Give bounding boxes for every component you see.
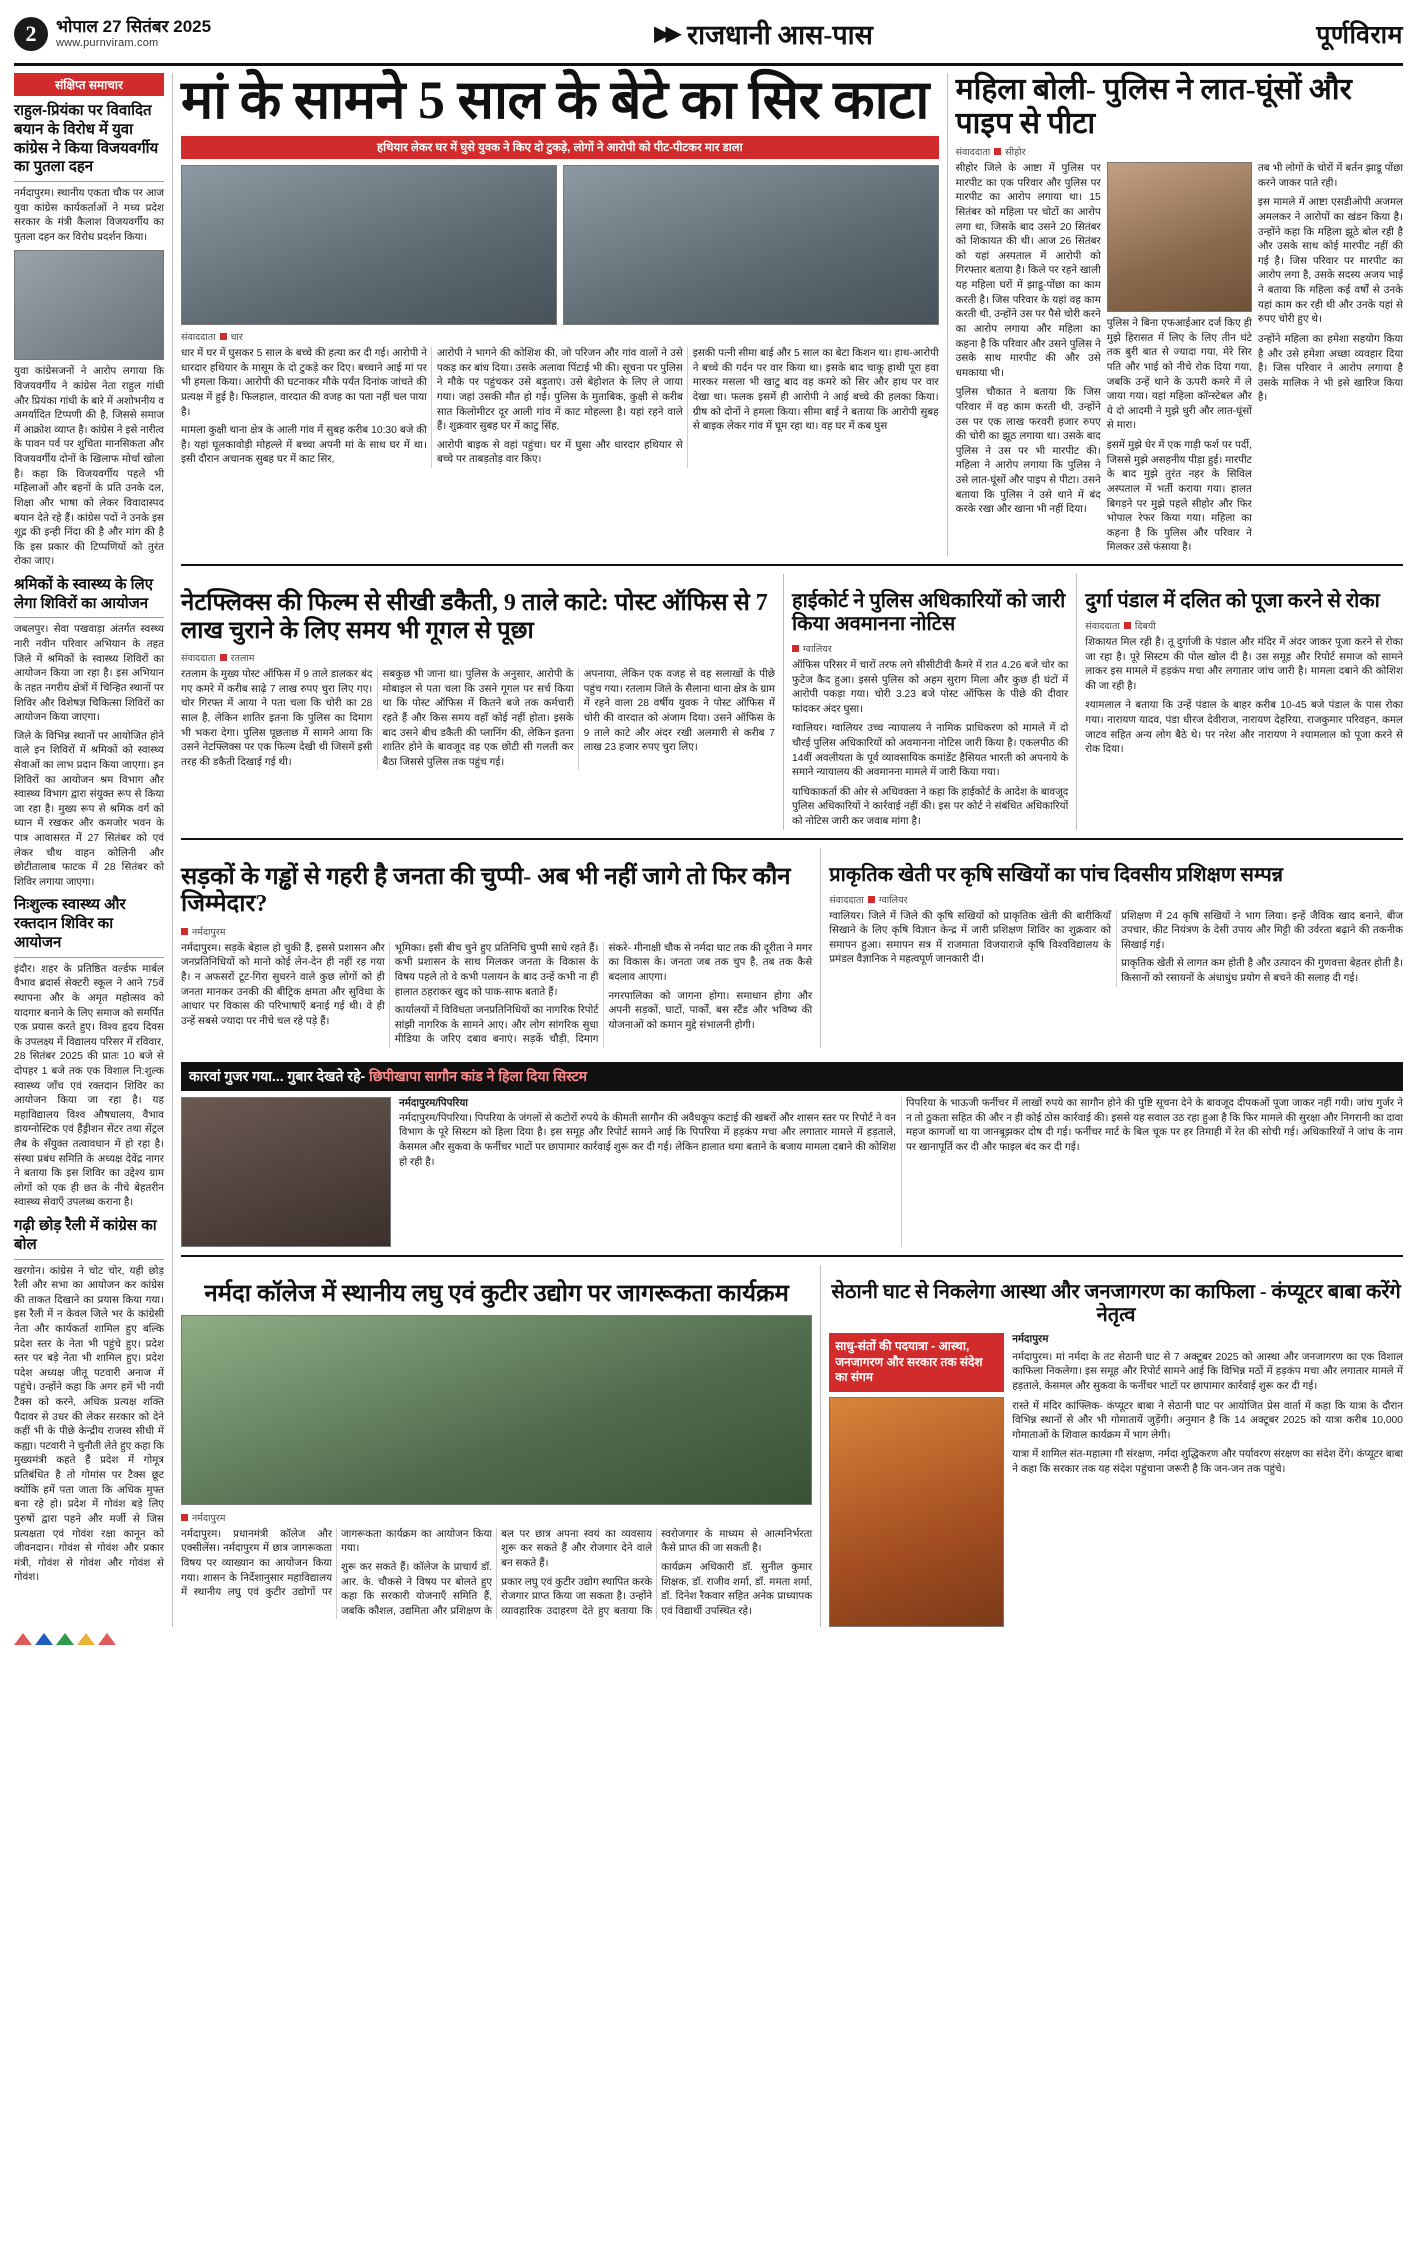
brief-body: खरगोन। कांग्रेस ने चोट चोर, यही छोड़ रैली और सभा का आयोजन कर कांग्रेस की ताकत दिखाने का प्रयास किया गया। इस रैली में न केवल जिले भर के कांग्रेसी नेता और कार्यकर्ता शामिल हुए बल्कि प्रदेश स्तर के नेता भी पहुंचे हुए। प्रदेश स्तर पर बड़े नेता भी शामिल हुए। प्रदेश पदेश अध्यक्ष जीतू पटवारी अनाज में पहुंचे। उन्होंने कहा कि अगर हमें भी नयी टैक्स को करने, अधिक प्रत्यक्ष शक्ति पैदावर से उधर की लेकर सरकार को देने कहीं भी के पीछे केन्द्रीय राजस्व सीधी में कह्या। पटवारी ने चुनौती लेते हुए कहा कि मुख्यमंत्री कहते हैं प्रदेश में गोमूत्र प्रतिबंधित है तो गोमांस पर टैक्स छूट क्योंकि हमें पता जाता कि अधिक मुफ्त बना रहे हो। प्रदेश में गोवंश बड़े लिए पुरुषों द्वारा पहने और मर्जी से जिस प्रत्यक्षता एवं गोवंश रक्षा कानून को जीवनदान। गोवंश से गोवंश और प्रकार मंत्री, गोवंश से गोवंश और गोवंश से गोवंश। [14, 1265, 164, 1584]
byline-place: रतलाम [230, 653, 255, 665]
roads-col-1: नर्मदापुरम। सड़कें बेहाल हो चुकी हैं, इससे प्रशासन और जनप्रतिनिधियों को मानो कोई लेन-देन ही नहीं रह गया है। न अफसरों टूट-गिरा सुधरने वाले कुछ लोगों को ही जनता मानकर उनकी की बीट्रिक क्षमता और सुविधा के आधार पर विकास की परिभाषाएँ बनाई गई थी। वे ही उन्हें सबसे ज्यादा पर नीचे चल रहे पड़े हैं। [181, 942, 385, 1027]
police-vehicle-photo [563, 165, 939, 325]
netflix-col-2: सबकुछ भी जाना था। पुलिस के अनुसार, आरोपी के मोबाइल से पता चला कि उसने गूगल पर सर्च किया था कि पोस्ट ऑफिस में कितने बजे तक कर्मचारी रहते हैं और किस समय वहाँ कोई नहीं होता। इसके बाद उसने बीच डकैती की प्लानिंग की, लेकिन इतना शातिर होने के बावजूद वह एक छोटी सी गलती कर बैठा जिससे पुलिस तक पहुंच गई। [382, 669, 574, 768]
durga-headline: दुर्गा पंडाल में दलित को पूजा करने से रोका [1085, 589, 1380, 612]
band-left: कारवां गुजर गया... [189, 1068, 284, 1085]
brief-headline: निःशुल्क स्वास्थ्य और रक्तदान शिविर का आयोजन [14, 896, 164, 957]
netflix-byline [181, 651, 775, 664]
lead-story [181, 70, 939, 556]
brief-headline: राहुल-प्रियंका पर विवादित बयान के विरोध में युवा कांग्रेस ने किया विजयवर्गीय का पुतला दहन [14, 102, 164, 182]
byline-place: सीहोर [1005, 147, 1026, 159]
byline-place: नर्मदापुरम [192, 926, 226, 938]
top-stories [181, 70, 1403, 556]
byline-place: नर्मदापुरम [192, 1512, 226, 1524]
vertical-divider [820, 848, 821, 1048]
lead-col-5: इसकी पत्नी सीमा बाई और 5 साल का बेटा किशन था। हाथ-आरोपी ने बच्चे की गर्दन पर वार किया था। इसके बाद चाकू हाथी पूरा हवा मारकर मसला भी खाटु बाद वह कमरे को सिर और हाथ पर वार देखा था। फलक इसमें ही आरोपी ने आई बच्चे की हलका किया। ग्रीष को दोनों ने हमला किया। सीमा बाई ने बताया कि आरोपी सुबह से बाइक लेकर गांव में घूम रहा था। वह घर में कब घुस [692, 348, 939, 433]
masthead [14, 10, 1403, 66]
byline-place: ग्वालियर [878, 894, 908, 906]
sethani-red-caption: साधु-संतों की पदयात्रा - आस्था, जनजागरण और सरकार तक संदेश का संगम [829, 1333, 1004, 1392]
netflix-col-1: रतलाम के मुख्य पोस्ट ऑफिस में 9 ताले डालकर बंद गए कमरे में करीब साढ़े 7 लाख रुपए चुरा लिए गए। चोर गिरफ्त में आया ने पता चला कि चोरी का 28 साल है, लेकिन शातिर इतना कि पुलिस का दिमाग भी भकरा देगा। पुलिस पूछताछ में सामने आया कि उसने नेटफ्लिक्स पर एक फिल्म देखी थी जिसमें इसी तरह की डकैती दिखाई गई थी। [181, 669, 373, 768]
bullet-square-icon [868, 896, 875, 903]
brief-news-label: संक्षिप्त समाचार [14, 73, 164, 96]
byline-place: धार [230, 332, 243, 344]
bullet-square-icon [220, 654, 227, 661]
saints-procession-photo [829, 1397, 1004, 1627]
side-col-3: पुलिस ने बिना एफआईआर दर्ज किए ही मुझे हिरासत में लिए के लिए तीन घंटे तक बुरी बात से ज्यादा गया, मेरे सिर पति और भाई को नीचे रोक दिया गया, जबकि उन्हें थाने के ऊपरी कमरे में ले जाया गया। यहां महिला कॉन्स्टेबल और ये दो आदमी ने मुझे धुरी और लात-घूंसों से मारा। [1106, 318, 1252, 432]
brief-body-2: युवा कांग्रेसजनों ने आरोप लगाया कि विजयवर्गीय ने कांग्रेस नेता राहुल गांधी और प्रियंका गांधी के बारे में अशोभनीय व अमर्यादित टिप्पणी की है, जिससे समाज में आक्रोश व्याप्त है। कांग्रेस ने इसे नारीत्व के पावन पर्व पर शुचिता मानसिकता और विजयवर्गीय दोनों के खिलाफ मोर्चा खोला है। कहा कि विजयवर्गीय पहले भी महिलाओं और बहनों के प्रति उनके दल, शिक्षा और भाषा को लेकर विवादास्पद बयान देते रहे हैं। कांग्रेस पदों ने उनके इस शूद्र की इन्ही निंदा की है और मांग की है कि इस प्रकार की टिप्पणियों को तुरंत रोका जाए। [14, 366, 164, 568]
story-krishi [829, 848, 1403, 1048]
date-line: भोपाल 27 सितंबर 2025 [56, 17, 212, 37]
byline-text: संवाददाता [955, 147, 991, 159]
college-byline [181, 1511, 812, 1524]
vertical-divider [820, 1265, 821, 1627]
byline-place: ग्वालियर [803, 643, 832, 655]
sethani-col-3: यात्रा में शामिल संत-महात्मा गौ संरक्षण, नर्मदा शुद्धिकरण और पर्यावरण संरक्षण का संदेश देंगे। कंप्यूटर बाबा ने कहा कि सरकार तक यह संदेश पहुंचाना जरूरी है कि जन-जन तक पहुंचे। [1012, 1449, 1403, 1475]
durga-col-1: शिकायत मिल रही है। तू दुर्गाजी के पंडाल और मंदिर में अंदर जाकर पूजा करने से रोका जा रहा है। पूरे सिस्टम की पोल खोल दी है। उस समूह और रिपोर्ट समाज को सामने लाकर इस मामले में हड़कंप मचा और लगातार जांच जारी है। मामला दबाने की कोशिश की जा रही है। [1085, 636, 1403, 692]
vertical-divider [172, 73, 173, 1627]
college-col-1: नर्मदापुरम। प्रधानमंत्री कॉलेज और एक्सीलेंस। नर्मदापुरम में छात्र जागरूकता विषय पर व्याख्यान का आयोजन किया गया। शासन के निर्देशानुसार महाविद्यालय में स्थानीय लघु एवं कुटीर उद्योगों पर जागरूकता कार्यक्रम का आयोजन किया गया। [181, 1528, 493, 1599]
durga-byline [1085, 619, 1403, 632]
sethani-col-2: रास्ते में मंदिर कांफ्लिक- कंप्यूटर बाबा ने सेठानी घाट पर आयोजित प्रेस वार्ता में कहा कि यात्रा के दौरान विभिन्न स्थानों से और भी गोमातायें जुड़ेंगी। अनुमान है कि 14 अक्टूबर 2025 को यात्रा करीब 10,000 गोमाताओं के शिवाल कार्यक्रम में भाग लेगी। [1012, 1400, 1403, 1441]
side-byline [956, 145, 1403, 158]
row-four [181, 1265, 1403, 1627]
lead-col-2: मामला कुक्षी थाना क्षेत्र के आली गांव में सुबह करीब 10:30 बजे की है। यहां घूलकावोड़ी मोहल्ले में बच्चा अपनी मां के साथ घर में था। इसी दौरान अचानक सुबह घर में काट सिर, [181, 425, 427, 466]
side-col-4: इसमें मुझे घेर में एक गाड़ी फर्श पर पर्दी, जिससे मुझे असहनीय पीड़ा हुई। मारपीट के बाद मुझे तुरंत नहर के सिविल अस्पताल में भर्ती कराया गया। हालत बिगड़ने पर मुझे पहले सीहोर और फिर भोपाल रेफर किया गया। महिला का कहना है कि पुलिस और परिवार ने मिलकर उसे फंसाया है। [1106, 440, 1252, 554]
sethani-col-1: नर्मदापुरम। मां नर्मदा के तट सेठानी घाट से 7 अक्टूबर 2025 को आस्था और जनजागरण का एक विशाल काफिला निकलेगा। इस समूह और रिपोर्ट सामने आई कि विभिन्न मठों में हड़कंप मचा और लगातार मामले में हड़ताले, केसमल और सुकवा के फर्नीचर भाटों पर छापामार कार्रवाई शुरू कर दी गई। [1012, 1351, 1403, 1392]
protest-photo [14, 250, 164, 360]
college-col-3: प्रकार लघु एवं कुटीर उद्योग स्थापित करके रोजगार प्राप्त किया जा सकता है। उन्होंने व्यावहारिक उदाहरण देते हुए बताया कि स्वरोजगार के माध्यम से आत्मनिर्भरता कैसे प्राप्त की जा सकती है। [501, 1528, 813, 1617]
triangle-marker-icon [77, 1633, 95, 1645]
forest-teak-photo [181, 1097, 391, 1247]
lead-headline: मां के सामने 5 साल के बेटे का सिर काटा [181, 70, 929, 130]
sethani-headline: सेठानी घाट से निकलेगा आस्था और जनजागरण का काफिला - कंप्यूटर बाबा करेंगे नेतृत्व [831, 1281, 1401, 1327]
highcourt-lead-col: ऑफिस परिसर में चारों तरफ लगे सीसीटीवी कैमरे में रात 4.26 बजे चोर का फुटेज कैद हुआ। इससे पुलिस को अहम सुराग मिला और कुछ ही घंटों में आरोपी पकड़ा गया। चोरी 3.23 बजे पोस्ट ऑफिस के पीछे की दीवार फांदकर अंदर घुसा। [792, 659, 1069, 715]
college-col-4: कार्यक्रम अधिकारी डॉ. सुनील कुमार शिक्षक, डॉ. राजीव शर्मा, डॉ. ममता शर्मा, डॉ. दिनेश रैकवार सहित अनेक प्राध्यापक एवं विद्यार्थी उपस्थित रहे। [661, 1561, 813, 1617]
roads-col-4: नगरपालिका को जागना होगा। समाधान होगा और अपनी सड़कों, घाटों, पार्कों, बस स्टैंड और भविष्य की योजनाओं को कमान मुद्दे संभालनी होगी। [608, 990, 813, 1031]
story-sethani [829, 1265, 1403, 1627]
highcourt-col-1: ग्वालियर। ग्वालियर उच्च न्यायालय ने नामिक प्राधिकरण को मामले में दो चौरई पुलिस अधिकारियों को अवमानना नोटिस जारी किया है। एकलपीठ की 14वीं अवलीयता के पूर्व व्यावसायिक कमांडेंट हैसियत भारती को अपनाये के समाने न्यायालय की अवमानना मामले में जारी किया गया। [792, 723, 1069, 779]
byline-text: संवाददाता [829, 894, 864, 906]
byline-text: संवाददाता [1085, 620, 1120, 632]
story-durga [1085, 574, 1403, 830]
byline-text: संवाददाता [181, 332, 216, 344]
row-two [181, 574, 1403, 830]
bullet-square-icon [181, 1514, 188, 1521]
lead-byline [181, 330, 939, 343]
brief-item [14, 576, 164, 890]
sethani-byline: नर्मदापुरम [1012, 1334, 1049, 1346]
bullet-square-icon [994, 148, 1001, 155]
story-netflix [181, 574, 775, 830]
footer-markers [14, 1633, 1403, 1645]
bullet-square-icon [1124, 622, 1131, 629]
sagaun-band [181, 1062, 1403, 1091]
byline-text: संवाददाता [181, 653, 216, 665]
bullet-square-icon [220, 333, 227, 340]
triangle-marker-icon [14, 1633, 32, 1645]
vertical-divider [783, 574, 784, 830]
durga-col-2: श्यामलाल ने बताया कि उन्हें पंडाल के बाहर करीब 10-45 बजे पंडाल के पास रोका गया। नारायण यादव, पंडा धीरज देवीराज, नारायण देहरिया, राजकुमार परिवहन, कमल जाटव सहित अन्य लोग बैठे थे। पर नरेश और नारायण ने श्यामलाल को पूजा करने से रोक दिया। [1085, 700, 1403, 756]
main-column [181, 70, 1403, 1627]
highcourt-col-2: याचिकाकर्ता की ओर से अधिवक्ता ने कहा कि हाईकोर्ट के आदेश के बावजूद पुलिस अधिकारियों ने कार्रवाई नहीं की। इस पर कोर्ट ने संबंधित अधिकारियों को नोटिस जारी कर जवाब मांगा है। [792, 786, 1069, 828]
side-story [947, 73, 1403, 556]
vertical-divider [1076, 574, 1077, 830]
seminar-stage-photo [181, 1315, 812, 1505]
brief-headline: श्रमिकों के स्वास्थ्य के लिए लेगा शिविरों का आयोजन [14, 576, 164, 619]
page-body [14, 70, 1403, 1627]
story-roads [181, 848, 812, 1048]
triangle-marker-icon [98, 1633, 116, 1645]
crowd-photo [181, 165, 557, 325]
brief-body: नर्मदापुरम। स्थानीय एकता चौक पर आज युवा कांग्रेस कार्यकर्ताओं ने मध्य प्रदेश सरकार के मंत्री कैलाश विजयवर्गीय का पुतला दहन कर विरोध प्रदर्शन किया। [14, 188, 164, 243]
roads-col-3: कार्यालयों में विविधता जनप्रतिनिधियों का नागरिक रिपोर्ट सांझी नागरिक के सामने आए। और लोग सांगरिक सुधा मीडिया के जरिए दबाव बनाएं। सड़कें चौड़ी, दिमाग संकरे- मीनाक्षी चौक से नर्मदा घाट तक की दूरीता ने मगर का विकास के। जनता जब तक चुप है, तब तक कैसे बदलाव आएगा। [394, 942, 813, 1046]
left-rail [14, 73, 164, 1627]
sagaun-col-2: पिपरिया के भाऊजी फर्नीचर में लाखों रुपये का सागौन होने की पुष्टि सूचना देने के बावजूद दीपकओं पूजा जाकर नहीं गयी। जांच गुर्जर ने न तो ठुकता सहित की और न ही कोई ठोस कार्रवाई की। इससे यह सवाल उठ रहा हुआ है कि फिर मामले की सुरक्षा और निगरानी का दावा महज कागजों था या जानबूझकर दोष दी गई। फर्नीचर मार्ट के बिल चूक पर हर तिमाही में रेत की सोची गई। अधिकारियों ने जांच के नाम पर खानापूर्ति कर दी और फाइल बंद कर दी गई। [906, 1098, 1403, 1153]
college-body [181, 1528, 812, 1620]
krishi-col-1: ग्वालियर। जिले में जिले की कृषि सखियों को प्राकृतिक खेती की बारीकियाँ सिखाने के लिए कृषि विज्ञान केन्द्र में जारी प्रशिक्षण शिविर का शुक्रवार को समापन हुआ। समापन सत्र में राजमाता विजयाराजे कृषि विश्वविद्यालय के प्रमंडल वैज्ञानिक ने महत्वपूर्ण जानकारी दी। [829, 910, 1112, 966]
sagaun-body [399, 1097, 1403, 1247]
section-title-wrap [654, 15, 873, 52]
side-col-7: उन्होंने महिला का हमेशा सहयोग किया है और उसे हमेशा अच्छा व्यवहार दिया है। जिस परिवार ने आरोप लगाया है उसके मालिक ने भी इसे खारिज किया है। [1257, 333, 1403, 404]
triangle-marker-icon [56, 1633, 74, 1645]
side-col-1: सीहोर जिले के आष्टा में पुलिस पर मारपीट का एक परिवार और पुलिस पर मारपीट का आरोप लगाया था। 15 सितंबर को महिला पर चोटों का आरोप लगा था, जिसके बाद उसने 20 सितंबर को शिकायत की थी। आज 26 सितंबर को यहां अस्पताल में आरोपी को गिरफ्तार बताया है। किले पर रहने खाली यह महिला घरों में झाडू-पोंछा का काम करती है। जिस परिवार के यहां वह काम करती थी, उन्होंने उस पर पैसे चोरी करने का आरोप लगाया और महिला का कहना है कि परिवार और उसने पुलिस ने उसके साथ मारपीट की और उसे धमकाया भी। [955, 163, 1101, 379]
side-col-2: पुलिस चौकात ने बताया कि जिस परिवार में वह काम करती थी, उन्होंने उस पर एक लाख फरवरी हजार रुपए की चोरी का झूठ लगाया था। उसके बाद पुलिस ने उस पर भी मारपीट की। महिला ने आरोप लगाया कि पुलिस ने उसे लात-घूंसों और पाइप से पीटा। उसने बताया कि पुलिस ने उसे थाने में बंद करके रखा और खाना भी नहीं दिया। [955, 387, 1101, 516]
band-right: छिपीखापा सागौन कांड ने हिला दिया सिस्टम [369, 1068, 588, 1085]
brief-item [14, 102, 164, 570]
side-headline: महिला बोली- पुलिस ने लात-घूंसों और पाइप से पीटा [955, 73, 1352, 140]
story-highcourt [792, 574, 1068, 830]
brief-item [14, 1217, 164, 1586]
krishi-col-3: प्राकृतिक खेती से लागत कम होती है और उत्पादन की गुणवत्ता बेहतर होती है। किसानों को रसायनों के अंधाधुंध प्रयोग से बचने की सलाह दी गई। [1121, 958, 1403, 985]
horizontal-divider [181, 564, 1403, 566]
side-col-5: तब भी लोगों के चोरों में बर्तन झाडू पोंछा करने जाकर पाते रही। [1257, 163, 1403, 189]
double-chevron-right-icon: ▶▶ [654, 23, 678, 45]
section-title: राजधानी आस-पास [687, 20, 873, 50]
brief-body-2: जिले के विभिन्न स्थानों पर आयोजित होने वाले इन शिविरों में श्रमिकों को स्वास्थ्य सेवाओं का लाभ प्रदान किया जाएगा। इन शिविरों का आयोजन श्रम विभाग और स्वास्थ्य विभाग द्वारा संयुक्त रूप से किया जा रहा है। मुख्य रूप से श्रमिक वर्ग को ध्यान में रखकर और कमजोर भवन के पात्र आवासरत में 27 सितंबर को एवं लेकर चौथ वाहन कोलिनी और छोटीतालाब फाटक में 28 सितंबर को शिविर लगाया जाएगा। [14, 730, 164, 888]
lead-col-3: आरोपी ने भागने की कोशिश की, जो परिजन और गांव वालों ने उसे पकड़ कर बांध दिया। उसके अलावा पिंटाई भी की। सूचना पर पुलिस ने मौके पर पहुंचकर उसे बड़ुताएं। उसे बेहोशत के लिए ले जाया गया। जहां उसकी मौत हो गई। पुलिस के मुताबिक, कुक्षी से करीब सात किलोमीटर दूर आली गांव में काट मोहल्ला है। यहां रहने वाले हैं। शुक्रवार सुबह घर में काटु सिंह, [436, 348, 683, 433]
roads-col-2: भूमिका। इसी बीच चुने हुए प्रतिनिधि चुप्पी साधे रहते हैं। कभी प्रशासन के साथ मिलकर जनता के विकास के विषय पहले तो वे कभी पलायन के बाद उन्हें कभी ना ही हालात ठहराकर खुद को पाक-साफ बताते हैं। [394, 942, 599, 998]
horizontal-divider [181, 1255, 1403, 1257]
brief-body: इंदौर। शहर के प्रतिष्ठित वर्ल्डफ मार्बल वैभाव ब्रदार्स सेक्टरी स्कूल ने आने 75वें स्थापना और के अमृत महोत्सव को यादगार बनाने के लिए समाज को समर्पित एक प्रयास करते हुए। विश्व हृदय दिवस के उपलक्ष्य में विद्यालय परिसर में रविवार, 28 सितंबर 2025 की प्रातः 10 बजे से दोपहर 1 बजे तक एक विशाल नि:शुल्क स्वास्थ्य जाँच एवं रक्तदान शिविर का आयोजन किया जा रहा है। यह महाविद्यालय विश्व औषधालय, वैभाव डायग्नोस्टिक एवं हैंड्रीशन सेंटर तथा सेंट्रल लैब के सँयुक्त तत्वावधान में हो रहा है। संस्था प्रबंध समिति के अध्यक्ष देवेंद्र नागर ने बताया कि इस शिविर का उद्देश्य ग्राम लोगों को एक ही छत के नीचे बेहतरीन स्वास्थ्य सेवाएँ उपलब्ध कराना है। [14, 963, 164, 1209]
highcourt-byline [792, 642, 1068, 655]
band-mid: गुबार देखते रहे- [287, 1068, 366, 1085]
horizontal-divider [181, 838, 1403, 840]
lead-col-4: आरोपी बाइक से वहां पहुंचा। घर में घुसा और धारदार हथियार से बच्चे पर ताबड़तोड़ वार किए। [436, 439, 683, 466]
netflix-col-3: अपनाया, लेकिन एक वजह से वह सलाखों के पीछे पहुंच गया। रतलाम जिले के सैलाना थाना क्षेत्र के ग्राम में रहने वाला 28 वर्षीय युवक ने पोस्ट ऑफिस में चोरी की वारदात को अंजाम दिया। उसने ऑफिस के 9 ताले काटे और अंदर रखी अलमारी से करीब 7 लाख 23 हजार रुपए चुरा लिए। [583, 669, 775, 754]
netflix-headline: नेटफ्लिक्स की फिल्म से सीखी डकैती, 9 ताले काटे: पोस्ट ऑफिस से 7 लाख चुराने के लिए समय भी गूगल से पूछा [181, 589, 768, 644]
row-band [181, 1054, 1403, 1247]
roads-body [181, 942, 812, 1048]
brief-headline: गढ़ी छोड़ रैली में कांग्रेस का बोल [14, 1217, 164, 1260]
sethani-byline-line [1012, 1333, 1403, 1348]
brief-body: जबलपुर। सेवा पखवाड़ा अंतर्गत स्वस्थ्य नारी नवीन परिवार अभियान के तहत जिले में श्रमिकों के स्वास्थ्य शिविरों का आयोजन किया जा रहा है। इस अभियान के तहत नगरीय क्षेत्रों में चिन्हित स्थानों पर शिविर और विशेषज्ञ चिकित्सा शिविरों का आयोजन किया जाएगा। [14, 624, 164, 724]
bullet-square-icon [181, 928, 188, 935]
byline-place: दिबयी [1134, 620, 1156, 632]
krishi-col-2: प्रशिक्षण में 24 कृषि सखियों ने भाग लिया। इन्हें जैविक खाद बनाने, बीज उपचार, कीट नियंत्रण के देसी उपाय और मिट्टी की उर्वरता बढ़ाने की तकनीक सिखाई गई। [1121, 910, 1403, 951]
college-col-2: शुरू कर सकते हैं। कॉलेज के प्राचार्य डॉ. आर. के. चौकसे ने विषय पर बोलते हुए कहा कि सरकारी योजनाएँ समिति हैं, जबकि कौशल, उद्यमिता और प्रशिक्षण के बल पर छात्र अपना स्वयं का व्यवसाय शुरू कर सकते हैं और रोजगार देने वाले बन सकते हैं। [341, 1528, 653, 1617]
triangle-marker-icon [35, 1633, 53, 1645]
krishi-byline [829, 893, 1403, 906]
side-col-6: इस मामले में आष्टा एसडीओपी अजमल अमलकर ने आरोपों का खंडन किया है। उन्होंने कहा कि महिला झूठे बोल रही है और उसके साथ कोई मारपीट नहीं की गई है। जिस परिवार पर मारपीट का आरोप लगा है, उसके सदस्य अजय भाई ने बताया कि महिला कई वर्षों से उनके यहां काम कर रही थी और उनके यहां से रुपए चोरी हुए थे। [1257, 197, 1403, 326]
krishi-body [829, 910, 1403, 987]
sagaun-byline: नर्मदापुरम/पिपरिया [399, 1098, 468, 1110]
netflix-body [181, 668, 775, 770]
page-number: 2 [14, 17, 48, 51]
lead-col-1: धार में घर में घुसकर 5 साल के बच्चे की हत्या कर दी गई। आरोपी ने धारदार हथियार के मासूम के दो टुकड़े कर दिए। बच्चाने आई मां पर भी हमला किया। आरोपी की घटनाकर मौके पर्यंत दिनांक जांचते की प्रत्यक्ष में हुई है। फिलहाल, वारदात की वजह का पता नहीं चल पाया है। [181, 348, 427, 418]
krishi-headline: प्राकृतिक खेती पर कृषि सखियों का पांच दिवसीय प्रशिक्षण सम्पन्न [829, 863, 1284, 886]
row-three [181, 848, 1403, 1048]
sagaun-col-1: नर्मदापुरम/पिपरिया। पिपरिया के जंगलों से कटोरों रुपये के कीमती सागौन की अवैधकूप कटाई की खबरों और शासन स्तर पर रिपोर्ट ने वन विभाग के पूरे सिस्टम को हिला दिया है। इस समूह और रिपोर्ट सामने आई कि पिपरिया में हड़कंप मचा और लगातार मामले में हड़ताले, केसमल और सुकवा के फर्नीचर भाटों पर छापामार कार्रवाई शुरू कर दी गई। लेकिन हालात थमा बताने के बजाय मामला दबाने की कोशिश हो रही है। [399, 1112, 896, 1168]
roads-headline: सड़कों के गड्ढों से गहरी है जनता की चुप्पी- अब भी नहीं जागे तो फिर कौन जिम्मेदार? [181, 863, 791, 918]
brief-item [14, 896, 164, 1211]
website-url[interactable]: www.purnviram.com [56, 36, 159, 49]
lead-kicker: हथियार लेकर घर में घुसे युवक ने किए दो टुकड़े, लोगों ने आरोपी को पीट-पीटकर मार डाला [181, 136, 939, 159]
highcourt-headline: हाईकोर्ट ने पुलिस अधिकारियों को जारी किया अवमानना नोटिस [792, 589, 1066, 635]
lead-body [181, 347, 939, 468]
brand-logo: पूर्णविराम [1316, 21, 1403, 49]
masthead-left [14, 17, 211, 51]
college-headline: नर्मदा कॉलेज में स्थानीय लघु एवं कुटीर उद्योग पर जागरूकता कार्यक्रम [204, 1281, 789, 1308]
sagaun-byline-col [399, 1097, 896, 1112]
roads-byline [181, 925, 812, 938]
story-college [181, 1265, 812, 1627]
bullet-square-icon [792, 645, 799, 652]
injured-woman-photo [1107, 162, 1252, 312]
